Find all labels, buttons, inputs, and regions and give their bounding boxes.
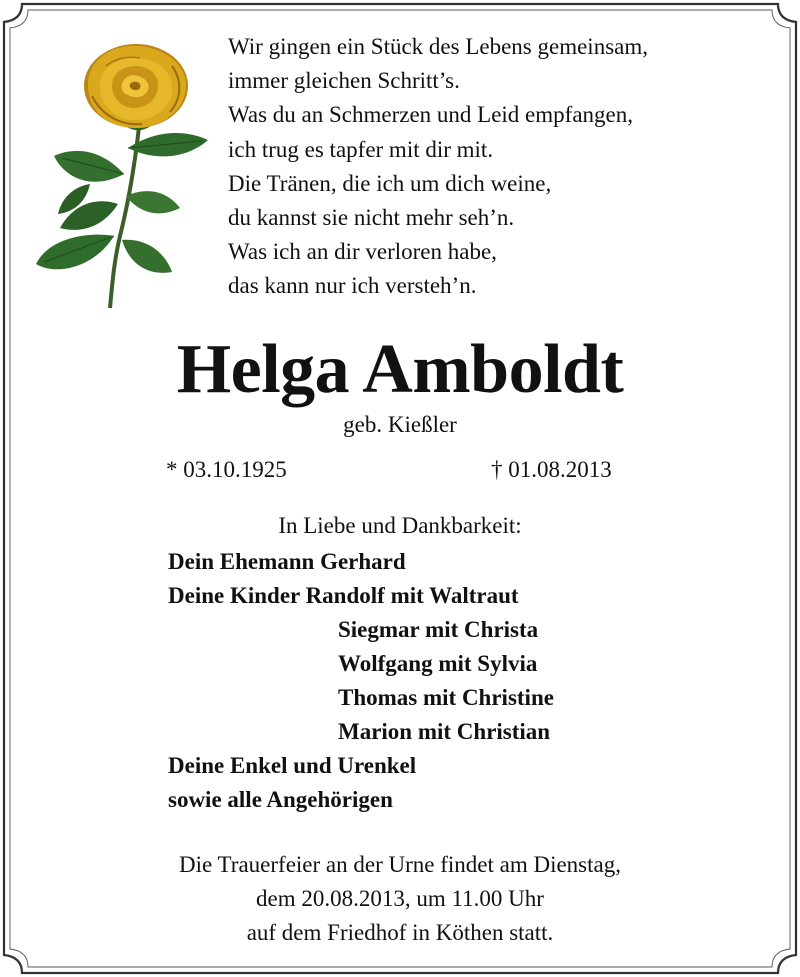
poem-line: Was ich an dir verloren habe, xyxy=(228,239,497,265)
maiden-name xyxy=(0,410,800,440)
poem-line: das kann nur ich versteh’n. xyxy=(228,273,477,299)
mourner-relatives: sowie alle Angehörigen xyxy=(168,787,393,812)
poem-line: Wir gingen ein Stück des Lebens gemeinsam, xyxy=(228,34,648,59)
maiden-name-text: geb. Kießler xyxy=(343,412,457,437)
mourner-children-intro: Deine Kinder Randolf mit Waltraut xyxy=(168,583,519,608)
poem-line: du kannst sie nicht mehr seh’n. xyxy=(228,205,515,231)
mourners-intro: In Liebe und Dankbarkeit: xyxy=(278,513,522,538)
rose-icon xyxy=(32,36,212,311)
deceased-name: Helga Amboldt xyxy=(176,331,624,408)
mourner-child: Thomas mit Christine xyxy=(338,685,554,710)
birth-date: * 03.10.1925 xyxy=(166,457,287,482)
death-date: † 01.08.2013 xyxy=(491,457,612,482)
funeral-notice-line: Die Trauerfeier an der Urne findet am Dienstag, xyxy=(179,852,621,877)
poem-line: immer gleichen Schritt’s. xyxy=(228,68,460,94)
funeral-notice xyxy=(0,848,800,950)
poem-line: Die Tränen, die ich um dich weine, xyxy=(228,170,552,196)
poem-line: ich trug es tapfer mit dir mit. xyxy=(228,136,494,162)
poem xyxy=(228,30,788,304)
mourner-child: Wolfgang mit Sylvia xyxy=(338,651,538,676)
mourner-child: Siegmar mit Christa xyxy=(338,617,539,642)
funeral-notice-line: auf dem Friedhof in Köthen statt. xyxy=(246,920,554,945)
funeral-notice-line: dem 20.08.2013, um 11.00 Uhr xyxy=(256,886,544,911)
mourner-husband: Dein Ehemann Gerhard xyxy=(168,549,406,574)
mourner-child: Marion mit Christian xyxy=(338,719,551,744)
poem-line: Was du an Schmerzen und Leid empfangen, xyxy=(228,102,633,128)
mourner-grandchildren: Deine Enkel und Urenkel xyxy=(168,753,417,778)
